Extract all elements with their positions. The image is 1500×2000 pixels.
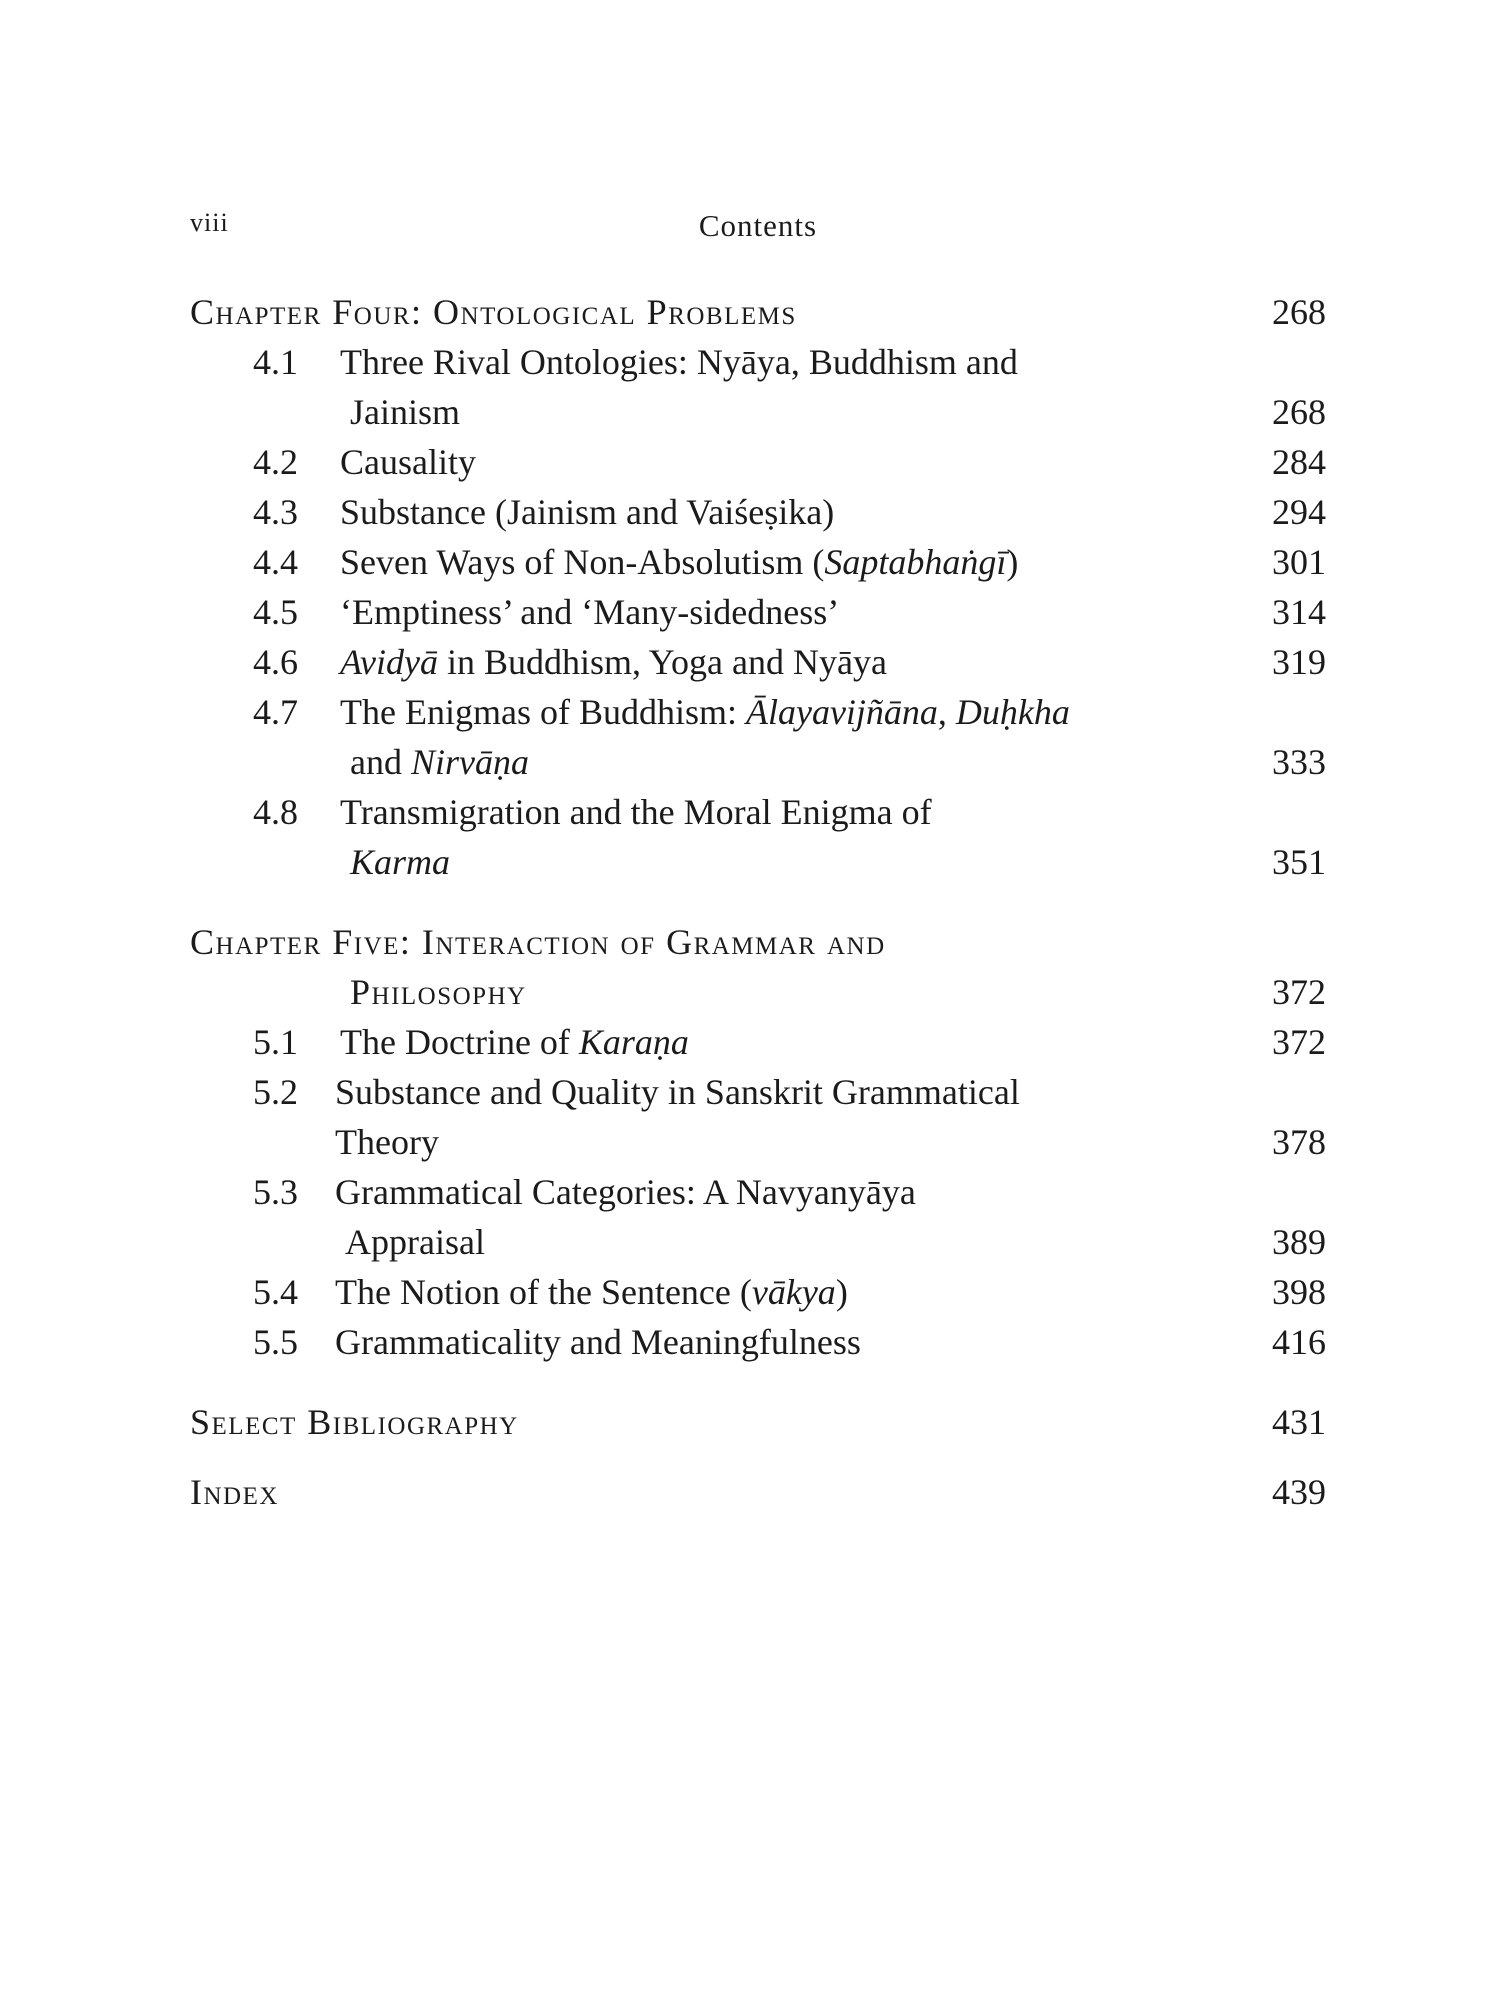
toc-entry-page: 314 (1272, 592, 1326, 632)
toc-entry-page: 351 (1272, 842, 1326, 882)
page-header (190, 208, 1326, 248)
toc-entry-title: Substance and Quality in Sanskrit Grammatical (335, 1072, 1020, 1112)
running-title: Contents (698, 208, 818, 243)
index-page: 439 (1272, 1472, 1326, 1512)
toc-entry-title: The Doctrine of Karaṇa (340, 1022, 689, 1062)
toc-entry-number: 5.1 (253, 1022, 298, 1062)
toc-entry-number: 4.2 (253, 442, 298, 482)
index-heading: Index (190, 1472, 279, 1512)
toc-entry-number: 4.3 (253, 492, 298, 532)
page-folio: viii (190, 208, 229, 237)
toc-entry-title: The Enigmas of Buddhism: Ālayavijñāna, Duḥkha (340, 692, 1070, 732)
toc-entry-title-cont: Theory (335, 1122, 439, 1162)
toc-entry-page: 301 (1272, 542, 1326, 582)
toc-entry-page: 294 (1272, 492, 1326, 532)
toc-entry-number: 4.4 (253, 542, 298, 582)
toc-entry-page: 416 (1272, 1322, 1326, 1362)
toc-entry-number: 4.6 (253, 642, 298, 682)
toc-entry-page: 378 (1272, 1122, 1326, 1162)
toc-entry-number: 5.5 (253, 1322, 298, 1362)
chapter-five-heading: Chapter Five: Interaction of Grammar and (190, 922, 886, 962)
chapter-four-heading: Chapter Four: Ontological Problems (190, 292, 797, 332)
toc-entry-title: Substance (Jainism and Vaiśeṣika) (340, 492, 835, 532)
toc-entry-page: 284 (1272, 442, 1326, 482)
toc-entry-page: 333 (1272, 742, 1326, 782)
bibliography-heading: Select Bibliography (190, 1402, 519, 1442)
toc-entry-page: 398 (1272, 1272, 1326, 1312)
toc-entry-title: Grammatical Categories: A Navyanyāya (335, 1172, 916, 1212)
toc-entry-number: 5.2 (253, 1072, 298, 1112)
toc-entry-title: ‘Emptiness’ and ‘Many-sidedness’ (340, 592, 840, 632)
toc-entry-title: Grammaticality and Meaningfulness (335, 1322, 861, 1362)
chapter-four-page: 268 (1272, 292, 1326, 332)
toc-entry-title: Three Rival Ontologies: Nyāya, Buddhism and (340, 342, 1018, 382)
toc-entry-title: Seven Ways of Non-Absolutism (Saptabhaṅgī) (340, 542, 1019, 582)
toc-entry-title: Avidyā in Buddhism, Yoga and Nyāya (340, 642, 887, 682)
toc-entry-title-cont: Appraisal (345, 1222, 485, 1262)
chapter-five-page: 372 (1272, 972, 1326, 1012)
toc-entry-page: 319 (1272, 642, 1326, 682)
chapter-five-heading-cont: Philosophy (350, 972, 527, 1012)
toc-entry-number: 5.4 (253, 1272, 298, 1312)
toc-entry-number: 4.5 (253, 592, 298, 632)
toc-entry-number: 4.8 (253, 792, 298, 832)
toc-entry-title-cont: Jainism (350, 392, 461, 432)
bibliography-page: 431 (1272, 1402, 1326, 1442)
toc-entry-title-cont: Karma (350, 842, 451, 882)
toc-entry-title: Transmigration and the Moral Enigma of (340, 792, 932, 832)
toc-entry-page: 372 (1272, 1022, 1326, 1062)
toc-entry-page: 389 (1272, 1222, 1326, 1262)
toc-entry-title: The Notion of the Sentence (vākya) (335, 1272, 848, 1312)
toc-entry-title: Causality (340, 442, 476, 482)
toc-entry-number: 4.7 (253, 692, 298, 732)
toc-entry-page: 268 (1272, 392, 1326, 432)
toc-entry-number: 5.3 (253, 1172, 298, 1212)
toc-entry-title-cont: and Nirvāṇa (350, 742, 529, 782)
toc-entry-number: 4.1 (253, 342, 298, 382)
